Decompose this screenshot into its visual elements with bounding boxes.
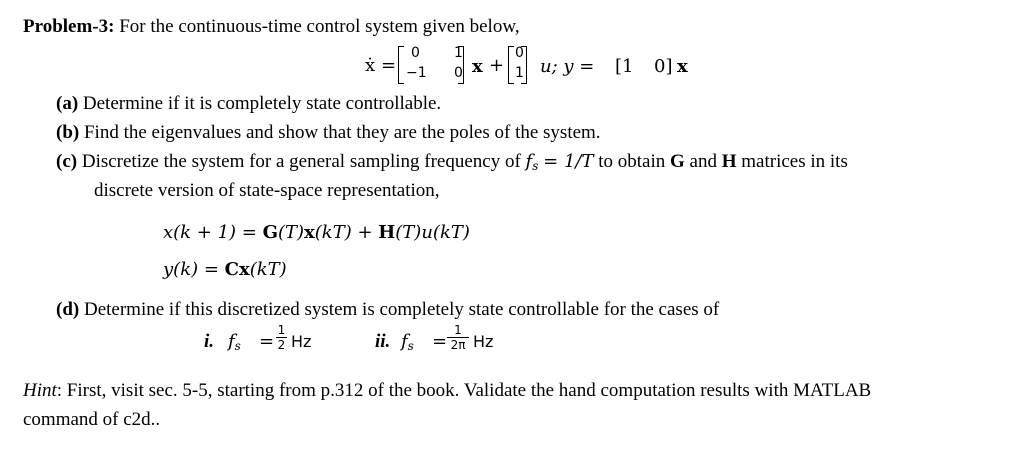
part-d-label: (d) [56,299,80,320]
case-i-numerator: 1 [277,323,286,337]
hint-label: Hint [23,380,57,401]
case-ii-label: ii. [375,331,391,352]
part-d [56,300,719,319]
case-i-label: i. [204,331,215,352]
part-a [56,94,441,113]
eq1-lhs: x(k + 1) = [163,222,263,243]
matrix-a-22: 0 [454,65,463,81]
case-ii-denominator: 2π [450,338,466,352]
eq2-rhs: (kT) [249,259,287,280]
hint-line-2: command of c2d.. [23,409,161,430]
part-c-fs: $f_s$ [525,151,539,173]
part-c [56,152,848,172]
part-b-label: (b) [56,122,80,143]
case-ii-fraction [447,324,469,351]
problem-intro: For the continuous-time control system given below, [119,16,520,37]
matrix-a-right-bracket [458,46,464,84]
matrix-c-1: [1 [615,56,634,77]
part-c-text-3: matrices in its [741,151,848,172]
eq1-x: x [304,222,315,243]
case-ii-equals: = [432,331,448,352]
discrete-state-equation [163,224,470,242]
matrix-c-2: 0] [654,56,673,77]
part-c-continued: discrete version of state-space representation, [94,180,440,201]
hint-line-1 [23,381,871,400]
case-i-unit: Hz [291,332,312,351]
matrix-b-right-bracket [521,46,527,84]
problem-label: Problem-3: [23,16,115,37]
case-ii-numerator: 1 [454,323,462,337]
input-and-output: u; y = [540,56,595,77]
part-a-text: Determine if it is completely state controllable. [82,93,442,114]
case-ii-fs: $f_s$ [401,331,414,353]
part-c-sampling: = 1/T [543,151,594,172]
matrix-b-1: 0 [515,45,524,61]
case-i-denominator: 2 [277,338,286,352]
eq2-lhs: y(k) = [163,259,225,280]
eq1-rhs: (T)u(kT) [395,222,470,243]
part-c-text-1: Discretize the system for a general sampling frequency of [81,151,521,172]
case-i-equals: = [259,331,275,352]
part-a-label: (a) [56,93,79,114]
output-state-x: x [677,56,688,77]
matrix-a-12: 1 [454,45,463,61]
discrete-output-equation [163,261,287,279]
case-i-fs: $f_s$ [228,331,241,353]
matrix-a-11: 0 [411,45,420,61]
state-vector-x: x [472,56,483,77]
part-c-and: and [689,151,717,172]
eq2-cx: Cx [224,259,250,280]
part-d-text: Determine if this discretized system is completely state controllable for the cases of [83,299,720,320]
eq1-t1: (T) [277,222,305,243]
eq1-h: H [378,222,396,243]
matrix-a-21: −1 [406,65,427,81]
equals-sign: = [381,55,397,76]
matrix-b-2: 1 [515,65,524,81]
part-c-label: (c) [56,151,78,172]
part-b-text: Find the eigenvalues and show that they are the poles of the system. [83,122,601,143]
case-ii-unit: Hz [473,332,494,351]
plus-sign: + [489,55,505,76]
eq1-g: G [262,222,278,243]
part-c-h: H [721,151,737,172]
problem-header [23,17,520,36]
part-c-text-2: to obtain [598,151,666,172]
xdot-symbol: ẋ [365,55,376,76]
case-i-fraction [276,324,287,351]
part-c-g: G [670,151,685,172]
matrix-a-left-bracket [398,46,404,84]
part-b [56,123,601,142]
hint-text-1: : First, visit sec. 5-5, starting from p.312 of the book. Validate the hand computation results with MATLAB [56,380,872,401]
matrix-b-left-bracket [508,46,514,84]
eq1-kt: (kT) + [314,222,379,243]
